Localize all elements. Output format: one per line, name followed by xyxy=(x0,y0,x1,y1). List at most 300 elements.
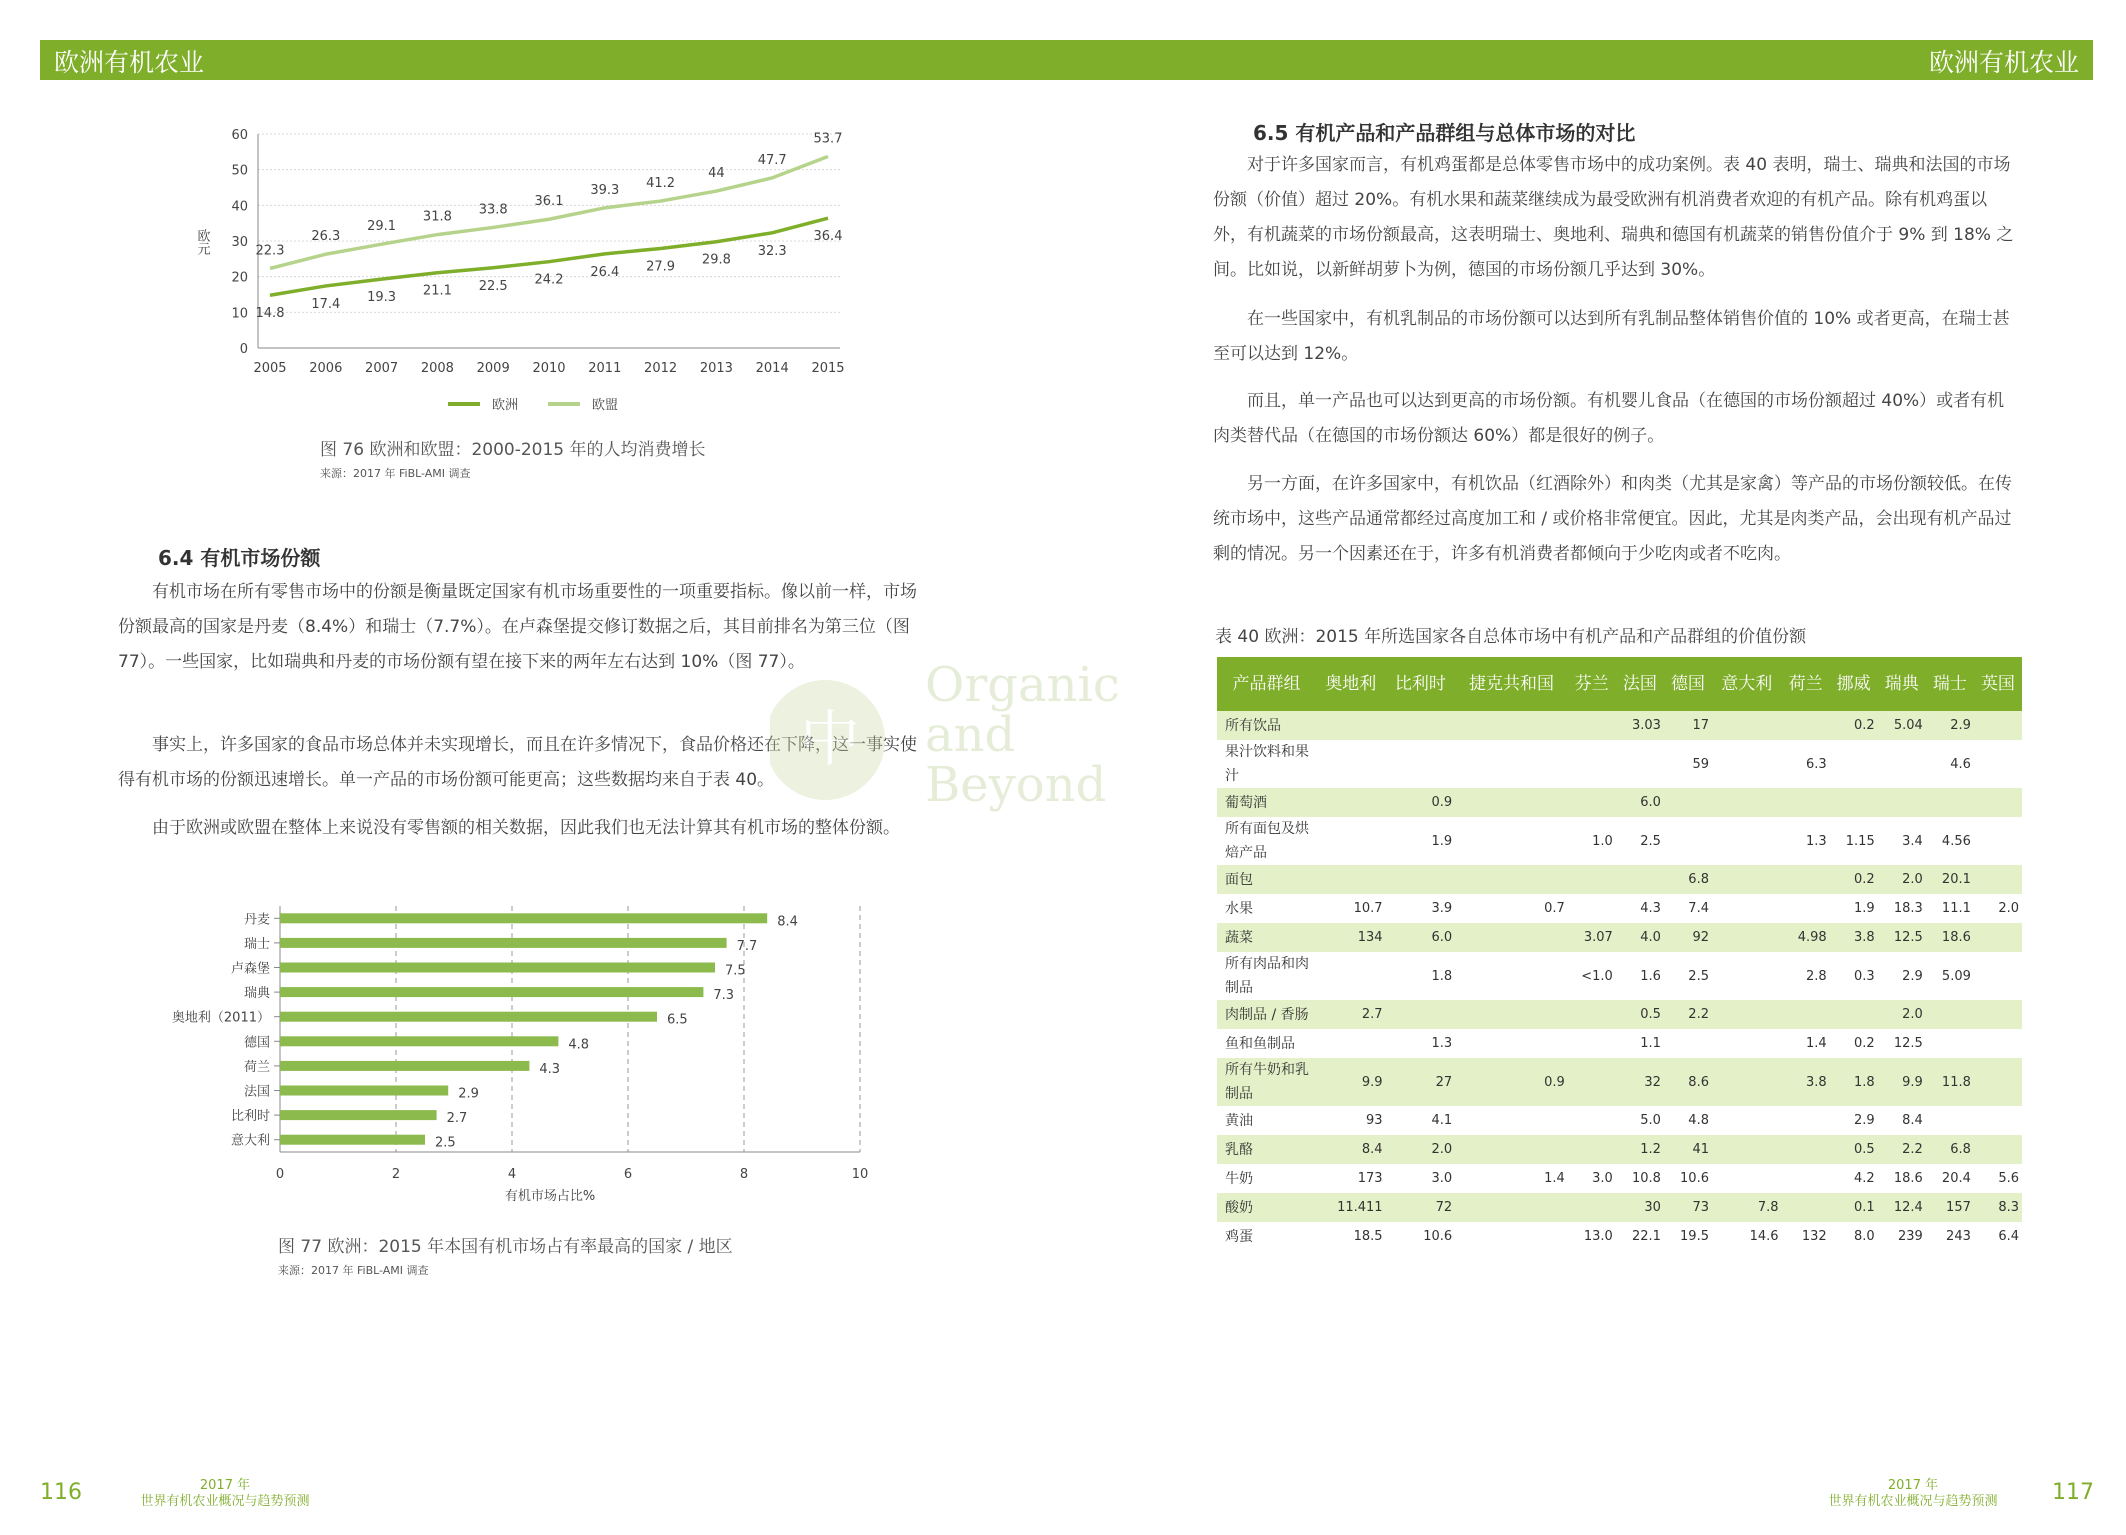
table40-row-label: 所有肉品和肉制品 xyxy=(1225,956,1309,996)
section-6-4-para-3: 由于欧洲或欧盟在整体上来说没有零售额的相关数据，因此我们也无法计算其有机市场的整体份额。 xyxy=(152,818,900,838)
x-tick-label: 0 xyxy=(275,1167,285,1182)
table40-row-label: 蔬菜 xyxy=(1217,923,1316,952)
section-6-5-para-1: 对于许多国家而言，有机鸡蛋都是总体零售市场中的成功案例。表 40 表明，瑞士、瑞典和法国的市场份额（价值）超过 20%。有机水果和蔬菜继续成为最受欧洲有机消费者欢迎的有机产品。除有机鸡蛋以外，有机蔬菜的市场份额最高，这表明瑞士、奥地利、瑞典和德国有机蔬菜的销售份值介于 9% 到 18% 之间。比如说，以新鲜胡萝卜为例，德国的市场份额几乎达到 30%。 xyxy=(1213,155,2014,280)
y-tick-label: 60 xyxy=(231,128,248,143)
y-tick-label: 丹麦 xyxy=(243,912,270,928)
footer-right xyxy=(1808,1478,2018,1510)
x-tick-label: 2013 xyxy=(699,361,733,376)
section-6-4-para-1: 有机市场在所有零售市场中的份额是衡量既定国家有机市场重要性的一项重要指标。像以前一样，市场份额最高的国家是丹麦（8.4%）和瑞士（7.7%）。在卢森堡提交修订数据之后，其目前排名为第三位（图 77）。一些国家，比如瑞典和丹麦的市场份额有望在接下来的两年左右达到 10%（图 77）。 xyxy=(118,582,917,672)
table40-cell: 1.4 xyxy=(1544,1171,1565,1186)
data-label: 8.4 xyxy=(777,914,798,930)
table40-cell xyxy=(1455,1222,1568,1251)
table40-cell: 73 xyxy=(1664,1193,1712,1222)
table40-cell xyxy=(1568,894,1616,923)
x-tick-label: 2006 xyxy=(309,361,343,376)
x-axis-label: 有机市场占比% xyxy=(504,1189,596,1204)
footer-right-year: 2017 年 xyxy=(1887,1478,1939,1493)
table40-cell xyxy=(1712,894,1782,923)
table40-cell xyxy=(1782,1135,1830,1164)
table40-cell: <1.0 xyxy=(1581,968,1613,984)
table40-row-label: 水果 xyxy=(1225,900,1253,917)
table40-row xyxy=(1217,740,2022,788)
table40-cell xyxy=(1568,711,1616,740)
table40-row-label: 果汁饮料和果汁 xyxy=(1225,744,1309,784)
table40-cell: 30 xyxy=(1616,1193,1664,1222)
y-tick-label: 法国 xyxy=(243,1084,270,1100)
bar xyxy=(280,913,767,923)
legend-label: 欧洲 xyxy=(492,398,519,413)
table40-row-label: 所有饮品 xyxy=(1217,711,1316,740)
x-tick-label: 2005 xyxy=(253,361,287,376)
x-tick-label: 2007 xyxy=(365,361,399,376)
table40-cell: 1.3 xyxy=(1805,833,1827,849)
table40-cell: 157 xyxy=(1926,1193,1974,1222)
table40-cell xyxy=(1455,788,1568,817)
y-tick-label: 0 xyxy=(239,342,248,357)
table40-cell: 10.7 xyxy=(1353,901,1383,916)
table40-cell xyxy=(1926,1029,1974,1058)
table40-row-label: 肉制品 / 香肠 xyxy=(1217,1000,1316,1029)
table40-cell: 2.2 xyxy=(1878,1135,1926,1164)
section-6-4-title: 6.4 有机市场份额 xyxy=(158,546,321,570)
table40-cell xyxy=(1974,1106,2022,1135)
data-label: 7.3 xyxy=(713,988,735,1004)
table40-cell: 8.6 xyxy=(1664,1058,1712,1106)
table40-col-header: 瑞士 xyxy=(1926,657,1974,711)
table40-cell xyxy=(1712,1000,1782,1029)
table40-row-label: 鱼和鱼制品 xyxy=(1225,1035,1295,1052)
legend-label: 欧盟 xyxy=(592,398,619,413)
table40-cell xyxy=(1568,865,1616,894)
table40-cell: 41 xyxy=(1664,1135,1712,1164)
table40-cell xyxy=(1782,1164,1830,1193)
table40-cell xyxy=(1455,740,1568,788)
table40-cell xyxy=(1455,865,1568,894)
section-6-4-para-2: 事实上，许多国家的食品市场总体并未实现增长，而且在许多情况下，食品价格还在下降，这一事实使得有机市场的份额迅速增长。单一产品的市场份额可能更高；这些数据均来自于表 40。 xyxy=(118,735,917,790)
table40-cell: 0.5 xyxy=(1616,1000,1664,1029)
footer-left-year: 2017 年 xyxy=(199,1478,251,1493)
table40-cell: 1.4 xyxy=(1805,1036,1827,1051)
data-label: 4.3 xyxy=(539,1061,561,1077)
data-label: 19.3 xyxy=(367,290,397,306)
table40-cell xyxy=(1878,740,1926,788)
table40-cell xyxy=(1386,1000,1456,1029)
y-tick-label: 30 xyxy=(231,235,248,250)
table40-cell xyxy=(1568,1106,1616,1135)
table40-row xyxy=(1217,1164,2022,1193)
table40-cell xyxy=(1926,1000,1974,1029)
y-tick-label: 卢森堡 xyxy=(230,961,270,977)
table40-cell: 10.6 xyxy=(1423,1229,1453,1244)
watermark-line-2: and xyxy=(925,707,1016,763)
table40-cell xyxy=(1568,788,1616,817)
table40-cell: 1.8 xyxy=(1431,968,1453,984)
table40-cell xyxy=(1974,1029,2022,1058)
section-6-5-title: 6.5 有机产品和产品群组与总体市场的对比 xyxy=(1253,121,1636,145)
table40-cell: 1.1 xyxy=(1640,1036,1661,1051)
table40-caption: 表 40 欧洲：2015 年所选国家各自总体市场中有机产品和产品群组的价值份额 xyxy=(1215,627,1807,647)
data-label: 4.8 xyxy=(568,1037,590,1053)
table40-cell xyxy=(1316,865,1386,894)
table40-cell: 0.9 xyxy=(1386,788,1456,817)
table40-cell xyxy=(1568,1193,1616,1222)
y-tick-label: 意大利 xyxy=(230,1133,270,1149)
table40-cell: 11.411 xyxy=(1316,1193,1386,1222)
table40-col-header: 德国 xyxy=(1664,657,1712,711)
watermark-line-3: Beyond xyxy=(925,757,1107,813)
table40-col-header: 法国 xyxy=(1616,657,1664,711)
table40-row xyxy=(1217,923,2022,952)
table40-cell: 0.2 xyxy=(1830,865,1878,894)
bar xyxy=(280,1036,558,1046)
table40-cell: 1.9 xyxy=(1431,833,1453,849)
table40-row-label: 牛奶 xyxy=(1225,1170,1253,1187)
table40-cell xyxy=(1974,865,2022,894)
table40-cell xyxy=(1455,1029,1568,1058)
data-label: 36.4 xyxy=(813,229,843,245)
footer-right-book: 世界有机农业概况与趋势预测 xyxy=(1828,1494,1998,1509)
table40-cell xyxy=(1568,1135,1616,1164)
table40-cell: 0.7 xyxy=(1544,901,1565,916)
table40-cell: 2.9 xyxy=(1902,968,1923,984)
table40-cell: 3.07 xyxy=(1568,923,1616,952)
section-6-5-para-3: 而且，单一产品也可以达到更高的市场份额。有机婴儿食品（在德国的市场份额超过 40%）或者有机肉类替代品（在德国的市场份额达 60%）都是很好的例子。 xyxy=(1213,391,2005,446)
table40-cell: 18.3 xyxy=(1893,901,1923,916)
table40-cell xyxy=(1712,865,1782,894)
table40-cell xyxy=(1455,1106,1568,1135)
header-title-right: 欧洲有机农业 xyxy=(1928,48,2079,77)
table40-row xyxy=(1217,1222,2022,1251)
table40-cell: 5.0 xyxy=(1640,1113,1661,1128)
table40-cell: 2.2 xyxy=(1664,1000,1712,1029)
section-6-5-para-2: 在一些国家中，有机乳制品的市场份额可以达到所有乳制品整体销售价值的 10% 或者更高，在瑞士甚至可以达到 12%。 xyxy=(1213,309,2010,364)
table40-cell xyxy=(1316,740,1386,788)
bar xyxy=(280,1110,437,1120)
data-label: 7.5 xyxy=(725,963,746,979)
x-tick-label: 2012 xyxy=(644,361,678,376)
table40-cell: 8.4 xyxy=(1316,1135,1386,1164)
table40-cell xyxy=(1386,865,1456,894)
table40-row xyxy=(1217,1029,2022,1058)
table40-cell: 12.5 xyxy=(1893,1036,1923,1051)
y-tick-label: 40 xyxy=(231,199,248,215)
table40-cell xyxy=(1712,1135,1782,1164)
table40-cell: 3.0 xyxy=(1592,1171,1613,1186)
table40-cell: 2.9 xyxy=(1926,711,1974,740)
table40-cell: 0.3 xyxy=(1854,968,1875,984)
table40-cell xyxy=(1974,817,2022,865)
table40-row-label: 乳酪 xyxy=(1217,1135,1316,1164)
table40-cell xyxy=(1712,740,1782,788)
table40-cell xyxy=(1974,923,2022,952)
table40-cell xyxy=(1455,1193,1568,1222)
table40-cell xyxy=(1712,711,1782,740)
table40-cell: 239 xyxy=(1897,1229,1923,1244)
table40-cell xyxy=(1712,952,1782,1000)
fig76-caption: 图 76 欧洲和欧盟：2000-2015 年的人均消费增长 xyxy=(320,440,706,460)
table40-cell: 1.3 xyxy=(1431,1036,1453,1051)
table40-cell xyxy=(1386,740,1456,788)
table40-cell xyxy=(1386,711,1456,740)
x-tick-label: 2008 xyxy=(420,361,454,376)
table40-cell xyxy=(1712,817,1782,865)
table40-cell: 1.0 xyxy=(1592,833,1613,849)
table40-cell: 19.5 xyxy=(1680,1229,1709,1244)
data-label: 17.4 xyxy=(311,296,341,312)
table40-cell: 8.0 xyxy=(1854,1229,1875,1244)
table40-cell: 20.4 xyxy=(1941,1171,1971,1186)
page-number-right: 117 xyxy=(2052,1480,2094,1505)
svg-text:中: 中 xyxy=(800,705,860,775)
table40-cell: 2.0 xyxy=(1878,865,1926,894)
x-tick-label: 2 xyxy=(391,1167,401,1182)
table40-cell: 92 xyxy=(1664,923,1712,952)
table40-header-row xyxy=(1217,657,2022,711)
x-tick-label: 4 xyxy=(507,1167,517,1182)
table40-cell xyxy=(1455,711,1568,740)
data-label: 22.3 xyxy=(255,243,285,259)
table40-row xyxy=(1217,952,2022,1000)
table40-cell xyxy=(1455,952,1568,1000)
bar xyxy=(280,938,727,948)
table40-cell: 3.9 xyxy=(1431,901,1453,916)
table40-cell: 1.8 xyxy=(1830,1058,1878,1106)
bar xyxy=(280,963,715,973)
table40-cell: 243 xyxy=(1946,1229,1971,1244)
table40-cell: 2.5 xyxy=(1688,968,1709,984)
fig76-source: 来源：2017 年 FiBL-AMI 调查 xyxy=(320,467,471,480)
table40-cell: 7.4 xyxy=(1688,901,1709,916)
table40-cell: 2.0 xyxy=(1386,1135,1456,1164)
table40-cell: 6.8 xyxy=(1926,1135,1974,1164)
table40-col-header: 奥地利 xyxy=(1316,657,1386,711)
table40-cell: 20.1 xyxy=(1926,865,1974,894)
table40-col-header: 芬兰 xyxy=(1568,657,1616,711)
table40-col-header: 比利时 xyxy=(1386,657,1456,711)
table40-cell: 9.9 xyxy=(1878,1058,1926,1106)
fig77-source: 来源：2017 年 FiBL-AMI 调查 xyxy=(278,1264,429,1277)
table40-cell xyxy=(1782,711,1830,740)
data-label: 26.4 xyxy=(590,264,620,280)
table40-cell: 4.1 xyxy=(1431,1113,1453,1128)
table40-cell xyxy=(1316,817,1386,865)
table40-cell xyxy=(1616,740,1664,788)
table40-cell xyxy=(1664,788,1712,817)
table40-cell: 6.4 xyxy=(1998,1229,2019,1244)
table40-cell xyxy=(1974,1135,2022,1164)
data-label: 41.2 xyxy=(646,176,676,192)
table40-cell: 6.3 xyxy=(1805,756,1827,772)
table40-cell: 2.0 xyxy=(1878,1000,1926,1029)
table40-cell: 11.1 xyxy=(1941,901,1971,916)
table40-col-header: 捷克共和国 xyxy=(1455,657,1568,711)
table40-cell: 0.9 xyxy=(1455,1058,1568,1106)
y-axis-label: 欧元 xyxy=(194,229,210,255)
table40-cell xyxy=(1712,1029,1782,1058)
table40-row xyxy=(1217,1135,2022,1164)
y-tick-label: 荷兰 xyxy=(243,1059,270,1075)
x-tick-label: 2009 xyxy=(476,361,510,376)
table40-cell: 4.2 xyxy=(1854,1171,1875,1186)
table40-cell: 0.1 xyxy=(1830,1193,1878,1222)
table40-cell xyxy=(1316,952,1386,1000)
bar xyxy=(280,1061,529,1071)
table40-cell xyxy=(1782,1106,1830,1135)
table40-cell: 3.8 xyxy=(1830,923,1878,952)
y-tick-label: 20 xyxy=(231,270,248,286)
table40-row xyxy=(1217,1106,2022,1135)
data-label: 27.9 xyxy=(646,259,676,275)
table40-cell xyxy=(1782,865,1830,894)
table40-cell: 6.0 xyxy=(1386,923,1456,952)
table40-cell: 8.4 xyxy=(1902,1113,1923,1128)
table40-cell: 72 xyxy=(1386,1193,1456,1222)
table40-cell: 14.6 xyxy=(1749,1229,1779,1244)
table40-cell xyxy=(1830,788,1878,817)
table40-cell xyxy=(1316,1029,1386,1058)
table40-col-header: 产品群组 xyxy=(1217,657,1316,711)
table40-cell: 1.6 xyxy=(1640,968,1661,984)
table40-col-header: 意大利 xyxy=(1712,657,1782,711)
data-label: 44 xyxy=(708,166,725,182)
table40-cell xyxy=(1974,711,2022,740)
table40-cell: 1.9 xyxy=(1854,901,1875,916)
table40-cell: 18.6 xyxy=(1893,1171,1923,1186)
table40-cell: 4.0 xyxy=(1616,923,1664,952)
table40-row-label: 鸡蛋 xyxy=(1225,1228,1253,1245)
table40-cell: 134 xyxy=(1316,923,1386,952)
table40-cell: 173 xyxy=(1357,1171,1383,1186)
data-label: 2.5 xyxy=(435,1135,456,1151)
table40-cell xyxy=(1616,865,1664,894)
table40-cell: 3.0 xyxy=(1431,1171,1453,1186)
line-chart-fig76 xyxy=(180,118,880,428)
table40-cell: 6.0 xyxy=(1616,788,1664,817)
table40-cell: 18.6 xyxy=(1926,923,1974,952)
table40-cell xyxy=(1455,1000,1568,1029)
table40-row-label: 黄油 xyxy=(1225,1112,1253,1129)
table40-row xyxy=(1217,1000,2022,1029)
table40-cell: 8.3 xyxy=(1974,1193,2022,1222)
table40-cell: 2.7 xyxy=(1316,1000,1386,1029)
footer-left xyxy=(120,1478,330,1510)
table40-cell xyxy=(1712,1164,1782,1193)
table40-cell: 93 xyxy=(1366,1113,1383,1128)
table40-cell: 5.04 xyxy=(1878,711,1926,740)
table40-cell: 2.9 xyxy=(1854,1113,1875,1128)
data-label: 14.8 xyxy=(255,306,285,322)
table40-row xyxy=(1217,1058,2022,1106)
data-label: 7.7 xyxy=(736,938,758,954)
y-tick-label: 德国 xyxy=(243,1035,270,1051)
table40-cell xyxy=(1568,1058,1616,1106)
x-tick-label: 2015 xyxy=(811,361,845,376)
table40-cell: 2.0 xyxy=(1998,901,2019,916)
table40-cell xyxy=(1782,1193,1830,1222)
table40-col-header: 瑞典 xyxy=(1878,657,1926,711)
table40-cell: 3.4 xyxy=(1902,833,1923,849)
table40-cell xyxy=(1926,1106,1974,1135)
fig77-caption: 图 77 欧洲：2015 年本国有机市场占有率最高的国家 / 地区 xyxy=(278,1237,733,1257)
table40 xyxy=(1217,657,2022,1251)
table40-cell xyxy=(1712,923,1782,952)
table40-cell: 1.15 xyxy=(1845,833,1875,849)
table40-cell: 13.0 xyxy=(1583,1229,1613,1244)
table40-row-label: 葡萄酒 xyxy=(1217,788,1316,817)
data-label: 36.1 xyxy=(534,194,564,210)
y-tick-label: 比利时 xyxy=(230,1109,270,1125)
table40-row-label: 所有面包及烘焙产品 xyxy=(1225,821,1309,861)
page-number-left: 116 xyxy=(40,1480,82,1505)
watermark-line-1: Organic xyxy=(925,657,1120,713)
table40-cell xyxy=(1878,788,1926,817)
table40-row-label: 所有牛奶和乳制品 xyxy=(1217,1058,1316,1106)
x-tick-label: 6 xyxy=(623,1167,633,1182)
table40-cell: 59 xyxy=(1692,756,1709,772)
bar xyxy=(280,1086,448,1096)
table40-cell: 10.6 xyxy=(1680,1171,1709,1186)
table40-row xyxy=(1217,788,2022,817)
x-tick-label: 2011 xyxy=(588,361,622,376)
table40-row xyxy=(1217,711,2022,740)
table40-cell xyxy=(1712,1058,1782,1106)
data-label: 2.9 xyxy=(458,1086,479,1102)
table40-cell: 3.03 xyxy=(1616,711,1664,740)
y-tick-label: 瑞典 xyxy=(243,986,270,1002)
table40-cell xyxy=(1830,740,1878,788)
table40-cell: 12.4 xyxy=(1878,1193,1926,1222)
y-tick-label: 瑞士 xyxy=(243,936,270,952)
data-label: 47.7 xyxy=(757,152,787,168)
bar xyxy=(280,987,703,997)
table40-cell: 0.2 xyxy=(1830,711,1878,740)
table40-cell xyxy=(1568,1000,1616,1029)
table40-cell: 4.56 xyxy=(1941,833,1971,849)
table40-col-header: 荷兰 xyxy=(1782,657,1830,711)
table40-cell: 10.8 xyxy=(1631,1171,1661,1186)
table40-cell: 2.5 xyxy=(1640,833,1661,849)
data-label: 24.2 xyxy=(534,272,564,288)
table40-cell xyxy=(1974,788,2022,817)
table40-cell xyxy=(1712,788,1782,817)
table40-cell: 18.5 xyxy=(1353,1229,1383,1244)
watermark xyxy=(770,657,1150,820)
data-label: 53.7 xyxy=(813,131,843,147)
table40-row xyxy=(1217,817,2022,865)
table40-cell xyxy=(1712,1106,1782,1135)
header-title-left: 欧洲有机农业 xyxy=(54,48,205,77)
table40-cell: 12.5 xyxy=(1878,923,1926,952)
table40-cell xyxy=(1974,952,2022,1000)
table40-row xyxy=(1217,1193,2022,1222)
data-label: 29.8 xyxy=(701,252,731,268)
table40-cell: 0.5 xyxy=(1830,1135,1878,1164)
table40-cell: 132 xyxy=(1801,1229,1827,1244)
table40-cell: 32 xyxy=(1616,1058,1664,1106)
table40-col-header: 挪威 xyxy=(1830,657,1878,711)
data-label: 32.3 xyxy=(757,243,787,259)
table40-cell: 27 xyxy=(1386,1058,1456,1106)
bar-chart-fig77 xyxy=(130,900,890,1220)
table40-cell xyxy=(1974,1058,2022,1106)
table40-cell xyxy=(1316,788,1386,817)
table40-cell: 6.8 xyxy=(1664,865,1712,894)
table40-cell: 5.6 xyxy=(1998,1171,2019,1186)
table40-cell xyxy=(1316,711,1386,740)
table40-cell xyxy=(1974,740,2022,788)
x-tick-label: 2014 xyxy=(755,361,789,376)
table40-cell xyxy=(1830,1000,1878,1029)
